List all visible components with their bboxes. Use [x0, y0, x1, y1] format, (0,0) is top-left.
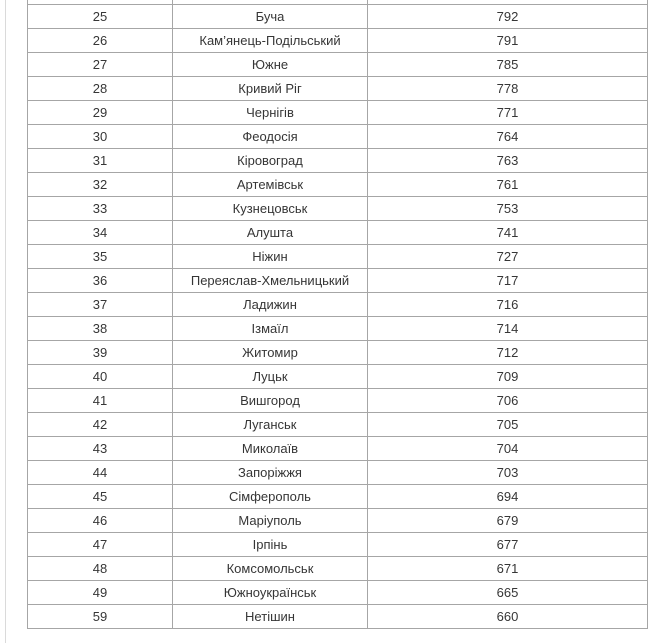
city-cell: Вишгород — [173, 389, 368, 413]
table-row — [28, 509, 648, 533]
city-cell: Ніжин — [173, 245, 368, 269]
rank-cell: 33 — [28, 197, 173, 221]
city-cell: Луганськ — [173, 413, 368, 437]
rank-cell: 47 — [28, 533, 173, 557]
table-row — [28, 29, 648, 53]
table-row — [28, 197, 648, 221]
rank-cell: 46 — [28, 509, 173, 533]
city-cell: Феодосія — [173, 125, 368, 149]
city-cell: Ізмаїл — [173, 317, 368, 341]
value-cell: 771 — [368, 101, 648, 125]
city-cell: Маріуполь — [173, 509, 368, 533]
city-cell: Артемівськ — [173, 173, 368, 197]
table-row — [28, 413, 648, 437]
rank-cell: 25 — [28, 5, 173, 29]
rank-cell: 44 — [28, 461, 173, 485]
value-cell: 727 — [368, 245, 648, 269]
table-row — [28, 365, 648, 389]
rank-cell: 30 — [28, 125, 173, 149]
rank-cell: 43 — [28, 437, 173, 461]
rank-cell: 49 — [28, 581, 173, 605]
city-cell: Кам’янець-Подільський — [173, 29, 368, 53]
city-cell: Кривий Ріг — [173, 77, 368, 101]
value-cell: 791 — [368, 29, 648, 53]
value-cell: 706 — [368, 389, 648, 413]
table-row — [28, 173, 648, 197]
value-cell: 763 — [368, 149, 648, 173]
city-ranking-table — [27, 0, 648, 629]
table-row — [28, 149, 648, 173]
value-cell: 671 — [368, 557, 648, 581]
value-cell: 714 — [368, 317, 648, 341]
rank-cell: 37 — [28, 293, 173, 317]
value-cell: 785 — [368, 53, 648, 77]
city-cell: Южне — [173, 53, 368, 77]
value-cell: 741 — [368, 221, 648, 245]
city-cell: Кіровоград — [173, 149, 368, 173]
rank-cell: 34 — [28, 221, 173, 245]
value-cell: 705 — [368, 413, 648, 437]
page-left-edge-line — [5, 0, 6, 643]
table-body — [28, 0, 648, 629]
rank-cell: 41 — [28, 389, 173, 413]
table-row — [28, 245, 648, 269]
table-row — [28, 605, 648, 629]
rank-cell: 29 — [28, 101, 173, 125]
rank-cell: 31 — [28, 149, 173, 173]
city-cell: Ладижин — [173, 293, 368, 317]
value-cell: 753 — [368, 197, 648, 221]
table-row — [28, 533, 648, 557]
city-cell: Чернігів — [173, 101, 368, 125]
city-cell: Миколаїв — [173, 437, 368, 461]
value-cell: 792 — [368, 5, 648, 29]
table-row — [28, 293, 648, 317]
value-cell: 778 — [368, 77, 648, 101]
table-row — [28, 341, 648, 365]
table-row — [28, 125, 648, 149]
table-viewport — [27, 0, 652, 629]
rank-cell: 45 — [28, 485, 173, 509]
city-cell: Алушта — [173, 221, 368, 245]
table-row — [28, 5, 648, 29]
table-row — [28, 557, 648, 581]
rank-cell: 59 — [28, 605, 173, 629]
rank-cell: 38 — [28, 317, 173, 341]
table-row — [28, 53, 648, 77]
city-cell: Переяслав-Хмельницький — [173, 269, 368, 293]
table-row — [28, 101, 648, 125]
table-row — [28, 581, 648, 605]
value-cell: 761 — [368, 173, 648, 197]
table-row — [28, 461, 648, 485]
table-row — [28, 269, 648, 293]
city-cell: Буча — [173, 5, 368, 29]
value-cell: 716 — [368, 293, 648, 317]
value-cell: 679 — [368, 509, 648, 533]
value-cell: 712 — [368, 341, 648, 365]
table-row — [28, 485, 648, 509]
city-cell: Сімферополь — [173, 485, 368, 509]
city-cell: Луцьк — [173, 365, 368, 389]
city-cell: Южноукраїнськ — [173, 581, 368, 605]
city-cell: Нетішин — [173, 605, 368, 629]
city-cell: Житомир — [173, 341, 368, 365]
value-cell: 764 — [368, 125, 648, 149]
value-cell: 694 — [368, 485, 648, 509]
rank-cell: 36 — [28, 269, 173, 293]
value-cell: 704 — [368, 437, 648, 461]
table-row — [28, 317, 648, 341]
value-cell: 677 — [368, 533, 648, 557]
rank-cell: 28 — [28, 77, 173, 101]
rank-cell: 32 — [28, 173, 173, 197]
value-cell: 703 — [368, 461, 648, 485]
value-cell: 665 — [368, 581, 648, 605]
rank-cell: 39 — [28, 341, 173, 365]
table-row — [28, 437, 648, 461]
city-cell: Кузнецовськ — [173, 197, 368, 221]
table-row — [28, 389, 648, 413]
value-cell: 717 — [368, 269, 648, 293]
value-cell: 709 — [368, 365, 648, 389]
rank-cell: 27 — [28, 53, 173, 77]
city-cell: Ірпінь — [173, 533, 368, 557]
city-cell: Запоріжжя — [173, 461, 368, 485]
rank-cell: 35 — [28, 245, 173, 269]
table-row — [28, 77, 648, 101]
rank-cell: 48 — [28, 557, 173, 581]
table-row — [28, 221, 648, 245]
rank-cell: 42 — [28, 413, 173, 437]
city-cell: Комсомольськ — [173, 557, 368, 581]
value-cell: 660 — [368, 605, 648, 629]
rank-cell: 26 — [28, 29, 173, 53]
rank-cell: 40 — [28, 365, 173, 389]
